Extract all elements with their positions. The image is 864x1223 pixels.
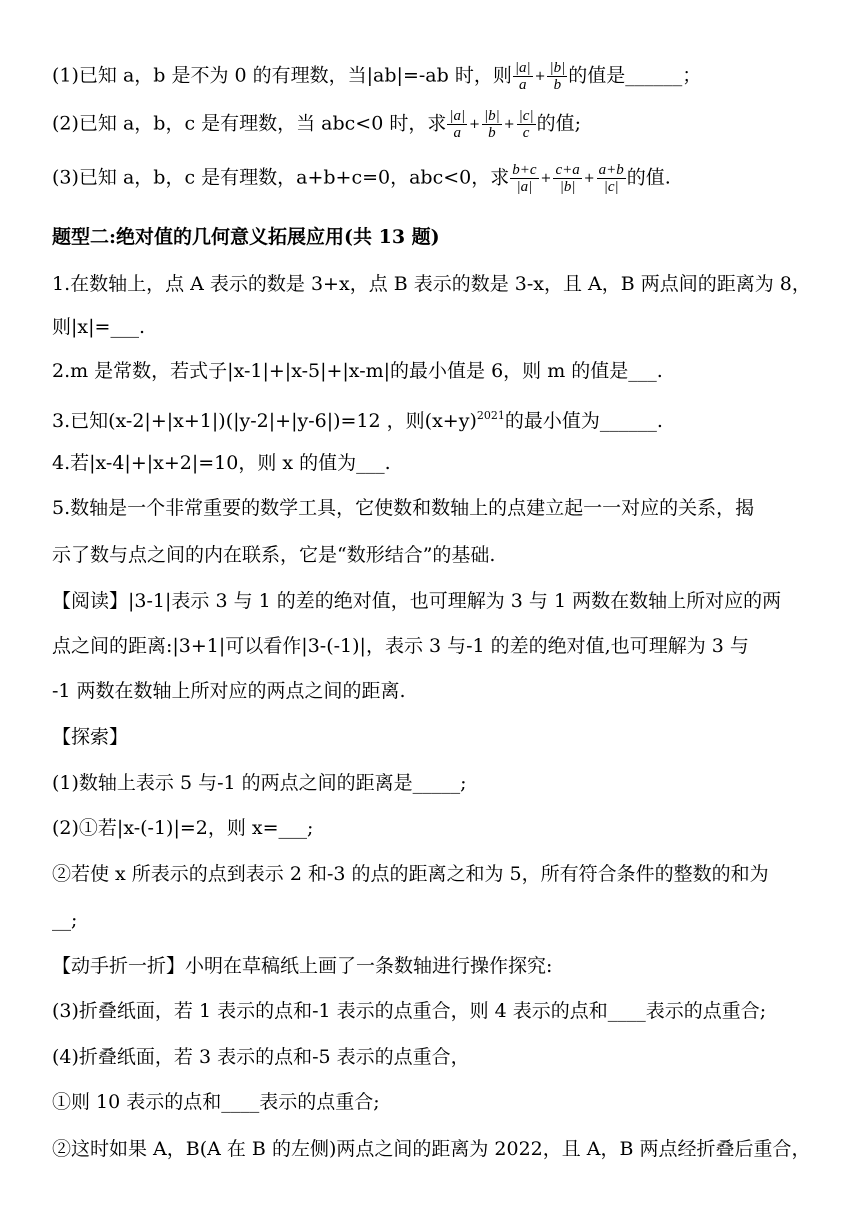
- fraction: $\frac{|c|}{c}$: [518, 108, 534, 141]
- question-2-text: (2)已知 a，b，c 是有理数，当 abc<0 时，求: [52, 112, 447, 135]
- fold-heading: 【动手折一折】小明在草稿纸上画了一条数轴进行操作探究:: [52, 955, 553, 977]
- fraction: $\frac{|b|}{b}$: [484, 108, 500, 141]
- explore-1: (1)数轴上表示 5 与-1 的两点之间的距离是_____;: [52, 772, 467, 794]
- fold-3: (3)折叠纸面，若 1 表示的点和-1 表示的点重合，则 4 表示的点和____表示的点重合;: [52, 1000, 767, 1022]
- question-2-tail: 的值;: [536, 112, 581, 135]
- explore-3-line-2: __;: [52, 909, 78, 931]
- fraction: $\frac{|a|}{a}$: [514, 60, 531, 93]
- read-line-2: 点之间的距离:|3+1|可以看作|3-(-1)|，表示 3 与-1 的差的绝对值,也可理解为 3 与: [52, 635, 749, 657]
- question-2: (2)已知 a，b，c 是有理数，当 abc<0 时，求 $\frac{|a|}{a}$ + $\frac{|b|}{b}$ + $\frac{|c|}{c}$ 的值;: [52, 108, 581, 141]
- question-3-tail: 的值.: [626, 166, 671, 189]
- problem-4: 4.若|x-4|+|x+2|=10，则 x 的值为___.: [52, 452, 391, 474]
- problem-2: 2.m 是常数，若式子|x-1|+|x-5|+|x-m|的最小值是 6，则 m 的值是___.: [52, 360, 663, 382]
- fold-4: (4)折叠纸面，若 3 表示的点和-5 表示的点重合，: [52, 1046, 470, 1068]
- read-line-1: 【阅读】|3-1|表示 3 与 1 的差的绝对值，也可理解为 3 与 1 两数在数轴上所对应的两: [52, 590, 782, 612]
- fold-4-b: ②这时如果 A，B(A 在 B 的左侧)两点之间的距离为 2022，且 A，B 两点经折叠后重合，: [52, 1138, 811, 1160]
- question-1-text: (1)已知 a，b 是不为 0 的有理数，当|ab|=-ab 时，则: [52, 64, 512, 87]
- explore-2: (2)①若|x-(-1)|=2，则 x=___;: [52, 817, 314, 839]
- problem-1-line-1: 1.在数轴上，点 A 表示的数是 3+x，点 B 表示的数是 3-x，且 A，B 两点间的距离为 8，: [52, 273, 811, 295]
- fraction: $\frac{|b|}{b}$: [549, 60, 566, 93]
- question-1-tail: 的值是______；: [568, 64, 702, 87]
- problem-5-line-1: 5.数轴是一个非常重要的数学工具，它使数和数轴上的点建立起一一对应的关系，揭: [52, 497, 755, 519]
- fraction: $\frac{b+c}{|a|}$: [512, 162, 537, 195]
- explore-heading: 【探索】: [52, 726, 129, 748]
- problem-1-line-2: 则|x|=___.: [52, 316, 145, 338]
- question-1: (1)已知 a，b 是不为 0 的有理数，当|ab|=-ab 时，则 $\frac{|a|}{a}$ + $\frac{|b|}{b}$ 的值是______；: [52, 60, 702, 93]
- problem-3: 3.已知(x-2|+|x+1|)(|y-2|+|y-6|)=12 ，则$(x+y)^{2021}$的最小值为______.: [52, 409, 663, 432]
- explore-3-line-1: ②若使 x 所表示的点到表示 2 和-3 的点的距离之和为 5，所有符合条件的整数的和为: [52, 863, 769, 885]
- question-3-text: (3)已知 a，b，c 是有理数，a+b+c=0，abc<0，求: [52, 166, 510, 189]
- section-heading: 题型二:绝对值的几何意义拓展应用(共 13 题): [52, 226, 440, 248]
- fold-4-a: ①则 10 表示的点和____表示的点重合;: [52, 1091, 380, 1113]
- fraction: $\frac{c+a}{|b|}$: [555, 162, 580, 195]
- fraction: $\frac{a+b}{|c|}$: [598, 162, 624, 195]
- read-line-3: -1 两数在数轴上所对应的两点之间的距离.: [52, 680, 406, 702]
- fraction: $\frac{|a|}{a}$: [449, 108, 466, 141]
- question-3: (3)已知 a，b，c 是有理数，a+b+c=0，abc<0，求 $\frac{b+c}{|a|}$ + $\frac{c+a}{|b|}$ + $\frac{a+b}{|c|}$ 的值.: [52, 162, 671, 195]
- problem-5-line-2: 示了数与点之间的内在联系，它是“数形结合”的基础.: [52, 544, 496, 566]
